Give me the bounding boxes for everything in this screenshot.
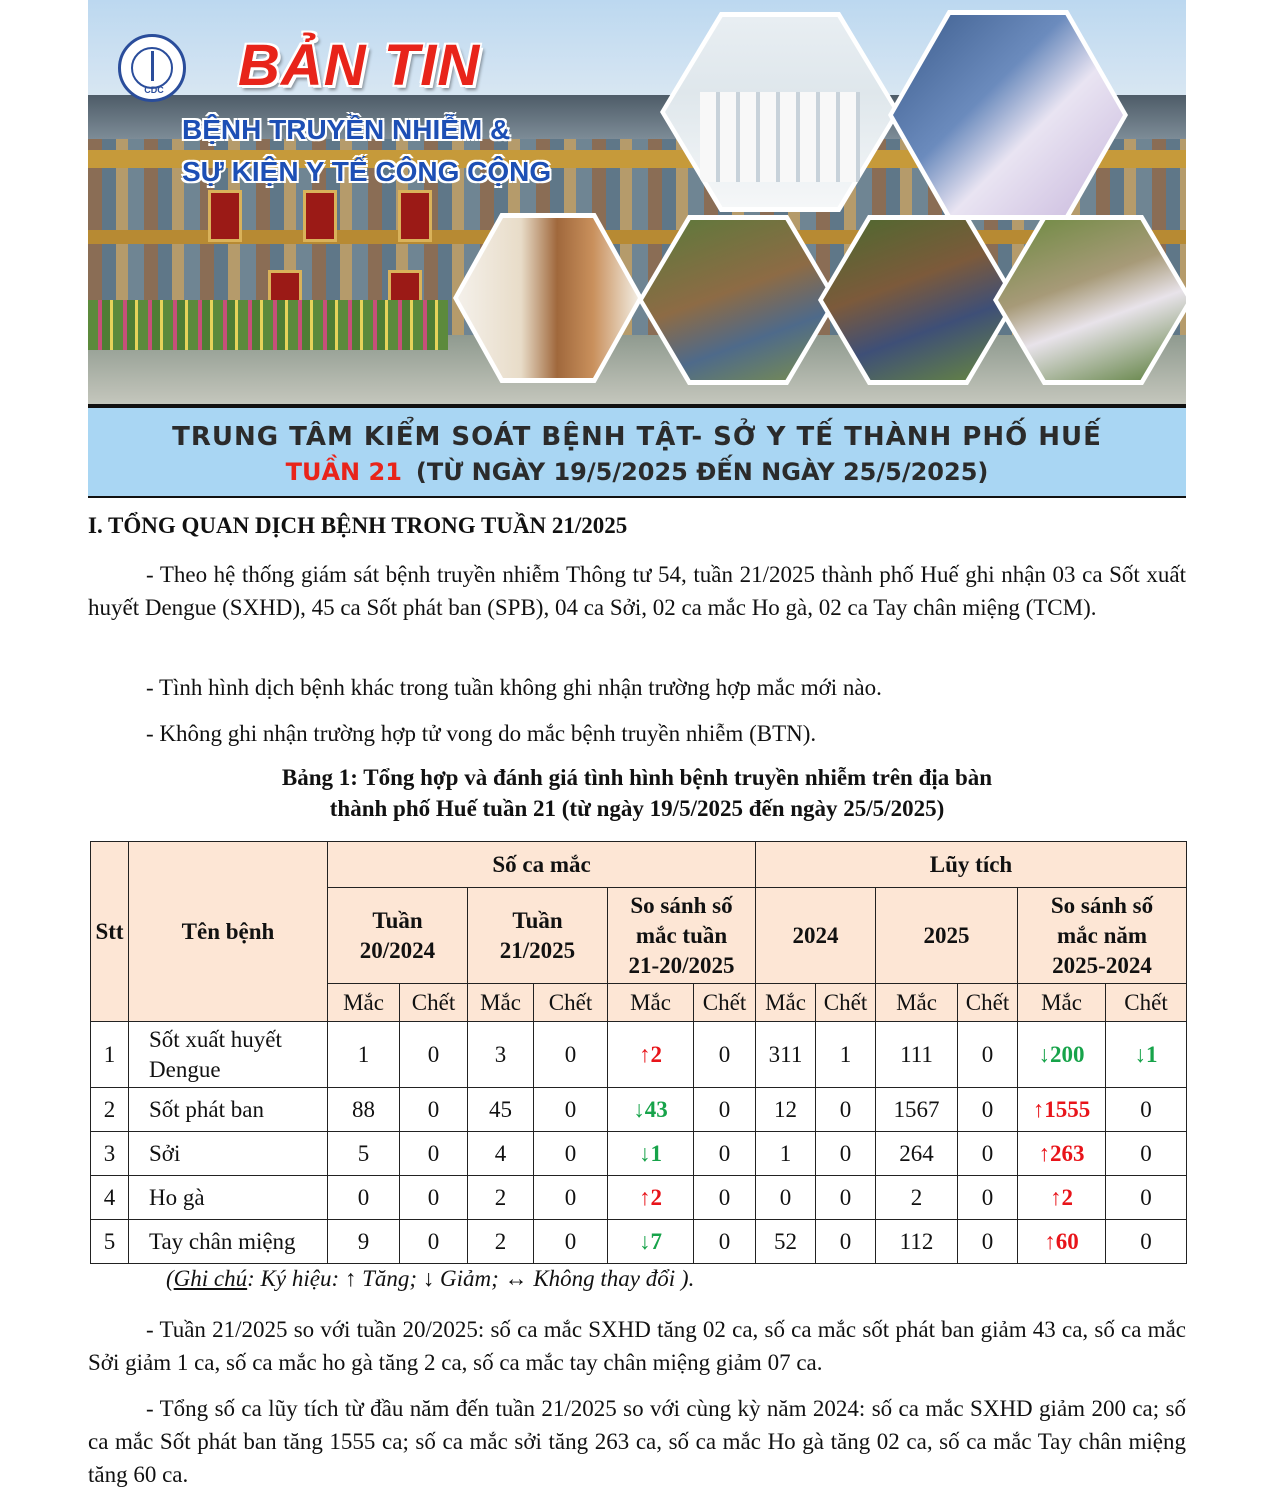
row-disease-name: Sốt phát ban (129, 1088, 328, 1132)
disease-table-body (91, 1022, 1187, 1264)
cell-2025-cases: 2 (876, 1176, 958, 1220)
paragraph-no-deaths: - Không ghi nhận trường hợp tử vong do mắc bệnh truyền nhiễm (BTN). (146, 721, 817, 746)
row-disease-name: Sốt xuất huyết Dengue (129, 1022, 328, 1088)
cell-week20-deaths: 0 (400, 1176, 468, 1220)
cell-week20-cases: 88 (328, 1088, 400, 1132)
cell-week20-cases: 1 (328, 1022, 400, 1088)
cell-year-compare-cases: ↑263 (1018, 1132, 1106, 1176)
cell-week-compare-deaths: 0 (694, 1022, 756, 1088)
cell-week-compare-deaths: 0 (694, 1220, 756, 1264)
row-stt: 3 (91, 1132, 129, 1176)
row-stt: 5 (91, 1220, 129, 1264)
row-disease-name: Ho gà (129, 1176, 328, 1220)
cell-week-compare-cases: ↓43 (608, 1088, 694, 1132)
subheader-chet: Chết (534, 984, 608, 1022)
header-week-21: Tuần 21/2025 (468, 888, 608, 984)
cell-2025-cases: 111 (876, 1022, 958, 1088)
subheader-chet: Chết (816, 984, 876, 1022)
cdc-logo (118, 34, 186, 102)
table-row (91, 1132, 1187, 1176)
paragraph-week-comparison: - Tuần 21/2025 so với tuần 20/2025: số ca mắc SXHD tăng 02 ca, số ca mắc sốt phát ban giảm 43 ca, số ca mắc Sởi giảm 1 ca, số ca mắc ho gà tăng 2 ca, số ca mắc tay chân miệng giảm 07 ca. (88, 1317, 1186, 1375)
cell-2025-cases: 112 (876, 1220, 958, 1264)
subheader-chet: Chết (400, 984, 468, 1022)
table-note: (Ghi chú: Ký hiệu: ↑ Tăng; ↓ Giảm; ↔ Không thay đổi ). (166, 1266, 695, 1291)
table-caption-line2: thành phố Huế tuần 21 (từ ngày 19/5/2025 đến ngày 25/5/2025) (329, 796, 945, 821)
cell-year-compare-cases: ↑60 (1018, 1220, 1106, 1264)
cell-year-compare-deaths: 0 (1106, 1088, 1187, 1132)
cell-year-compare-cases: ↑1555 (1018, 1088, 1106, 1132)
week-label: TUẦN 21 (285, 458, 402, 486)
cell-2025-deaths: 0 (958, 1220, 1018, 1264)
table-caption (88, 762, 1186, 824)
paragraph-cumulative-comparison: - Tổng số ca lũy tích từ đầu năm đến tuần 21/2025 so với cùng kỳ năm 2024: số ca mắc SXHD giảm 200 ca; số ca mắc Sốt phát ban tăng 1555 ca; số ca mắc sởi tăng 263 ca, số ca mắc Ho gà tăng 02 ca, số ca mắc Tay chân miệng tăng 60 ca. (88, 1396, 1186, 1487)
cell-2024-cases: 311 (756, 1022, 816, 1088)
header-stt: Stt (91, 842, 129, 1022)
row-disease-name: Tay chân miệng (129, 1220, 328, 1264)
disease-table (90, 841, 1187, 1264)
subheader-mac: Mắc (468, 984, 534, 1022)
table-row (91, 1220, 1187, 1264)
header-week-20: Tuần 20/2024 (328, 888, 468, 984)
bulletin-banner (88, 0, 1186, 498)
cell-week21-deaths: 0 (534, 1088, 608, 1132)
section-heading: I. TỔNG QUAN DỊCH BỆNH TRONG TUẦN 21/2025 (88, 513, 628, 538)
cell-week21-deaths: 0 (534, 1132, 608, 1176)
cell-week20-cases: 0 (328, 1176, 400, 1220)
header-week-compare: So sánh số mắc tuần 21-20/2025 (608, 888, 756, 984)
cell-2024-deaths: 0 (816, 1176, 876, 1220)
period-range: (TỪ NGÀY 19/5/2025 ĐẾN NGÀY 25/5/2025) (415, 458, 989, 486)
table-caption-line1: Bảng 1: Tổng hợp và đánh giá tình hình bệnh truyền nhiễm trên địa bàn (281, 765, 993, 790)
row-stt: 4 (91, 1176, 129, 1220)
flower-bed (88, 300, 448, 350)
banner-subtitle-line2: SỰ KIỆN Y TẾ CÔNG CỘNG (182, 156, 552, 187)
cell-2024-deaths: 0 (816, 1220, 876, 1264)
cell-week20-deaths: 0 (400, 1088, 468, 1132)
palace-door (208, 190, 242, 242)
cell-week21-cases: 2 (468, 1220, 534, 1264)
paragraph-other-diseases: - Tình hình dịch bệnh khác trong tuần không ghi nhận trường hợp mắc mới nào. (146, 675, 882, 700)
subheader-chet: Chết (694, 984, 756, 1022)
cell-2024-cases: 0 (756, 1176, 816, 1220)
table-row (91, 1176, 1187, 1220)
subheader-mac: Mắc (1018, 984, 1106, 1022)
cell-week-compare-cases: ↑2 (608, 1022, 694, 1088)
cell-week20-deaths: 0 (400, 1220, 468, 1264)
cell-week20-deaths: 0 (400, 1132, 468, 1176)
bulletin-period (88, 458, 1186, 486)
organization-name: TRUNG TÂM KIỂM SOÁT BỆNH TẬT- SỞ Y TẾ THÀNH PHỐ HUẾ (172, 422, 1102, 452)
cell-2024-deaths: 1 (816, 1022, 876, 1088)
header-year-compare: So sánh số mắc năm 2025-2024 (1018, 888, 1187, 984)
cell-year-compare-deaths: 0 (1106, 1132, 1187, 1176)
header-cases-group: Số ca mắc (328, 842, 756, 888)
palace-door (398, 190, 432, 242)
subheader-chet: Chết (1106, 984, 1187, 1022)
header-disease-name: Tên bệnh (129, 842, 328, 1022)
cell-year-compare-cases: ↑2 (1018, 1176, 1106, 1220)
cell-week-compare-deaths: 0 (694, 1176, 756, 1220)
cell-week20-deaths: 0 (400, 1022, 468, 1088)
cell-2024-cases: 12 (756, 1088, 816, 1132)
cell-year-compare-deaths: ↓1 (1106, 1022, 1187, 1088)
cell-year-compare-deaths: 0 (1106, 1176, 1187, 1220)
table-row (91, 1022, 1187, 1088)
paragraph-summary: - Theo hệ thống giám sát bệnh truyền nhiễm Thông tư 54, tuần 21/2025 thành phố Huế ghi nhận 03 ca Sốt xuất huyết Dengue (SXHD), 45 ca Sốt phát ban (SPB), 04 ca Sởi, 02 ca mắc Ho gà, 02 ca Tay chân miệng (TCM). (88, 562, 1186, 620)
subheader-mac: Mắc (876, 984, 958, 1022)
subheader-mac: Mắc (328, 984, 400, 1022)
palace-door (303, 190, 337, 242)
cell-week21-deaths: 0 (534, 1220, 608, 1264)
palace-decor-band (88, 230, 1186, 244)
cell-2025-cases: 264 (876, 1132, 958, 1176)
cell-2025-deaths: 0 (958, 1176, 1018, 1220)
row-stt: 1 (91, 1022, 129, 1088)
cell-week21-cases: 2 (468, 1176, 534, 1220)
cell-week-compare-deaths: 0 (694, 1088, 756, 1132)
cell-2025-deaths: 0 (958, 1022, 1018, 1088)
subheader-chet: Chết (958, 984, 1018, 1022)
cell-week21-deaths: 0 (534, 1022, 608, 1088)
banner-title: BẢN TIN (238, 33, 481, 98)
cell-2025-cases: 1567 (876, 1088, 958, 1132)
cell-2024-cases: 52 (756, 1220, 816, 1264)
cell-week21-cases: 4 (468, 1132, 534, 1176)
row-disease-name: Sởi (129, 1132, 328, 1176)
cell-2025-deaths: 0 (958, 1132, 1018, 1176)
bulletin-page (88, 0, 1186, 1487)
header-cumulative-group: Lũy tích (756, 842, 1187, 888)
cdc-logo-text: CDC (144, 85, 164, 95)
row-stt: 2 (91, 1088, 129, 1132)
cell-week-compare-cases: ↓1 (608, 1132, 694, 1176)
banner-footer-band (88, 404, 1186, 498)
note-label: Ghi chú (173, 1266, 248, 1291)
cell-week21-cases: 3 (468, 1022, 534, 1088)
cell-week-compare-cases: ↓7 (608, 1220, 694, 1264)
subheader-mac: Mắc (608, 984, 694, 1022)
cell-week-compare-deaths: 0 (694, 1132, 756, 1176)
cell-week20-cases: 5 (328, 1132, 400, 1176)
cell-week21-deaths: 0 (534, 1176, 608, 1220)
subheader-mac: Mắc (756, 984, 816, 1022)
cell-2024-deaths: 0 (816, 1132, 876, 1176)
banner-subtitle-line1: BỆNH TRUYỀN NHIỄM & (182, 114, 511, 145)
cell-week20-cases: 9 (328, 1220, 400, 1264)
header-year-2025: 2025 (876, 888, 1018, 984)
header-year-2024: 2024 (756, 888, 876, 984)
note-text: : Ký hiệu: ↑ Tăng; ↓ Giảm; ↔ Không thay đổi ). (247, 1266, 695, 1291)
cell-2024-deaths: 0 (816, 1088, 876, 1132)
cell-week-compare-cases: ↑2 (608, 1176, 694, 1220)
cell-year-compare-deaths: 0 (1106, 1220, 1187, 1264)
cell-2025-deaths: 0 (958, 1088, 1018, 1132)
cell-year-compare-cases: ↓200 (1018, 1022, 1106, 1088)
cell-2024-cases: 1 (756, 1132, 816, 1176)
cell-week21-cases: 45 (468, 1088, 534, 1132)
table-row (91, 1088, 1187, 1132)
